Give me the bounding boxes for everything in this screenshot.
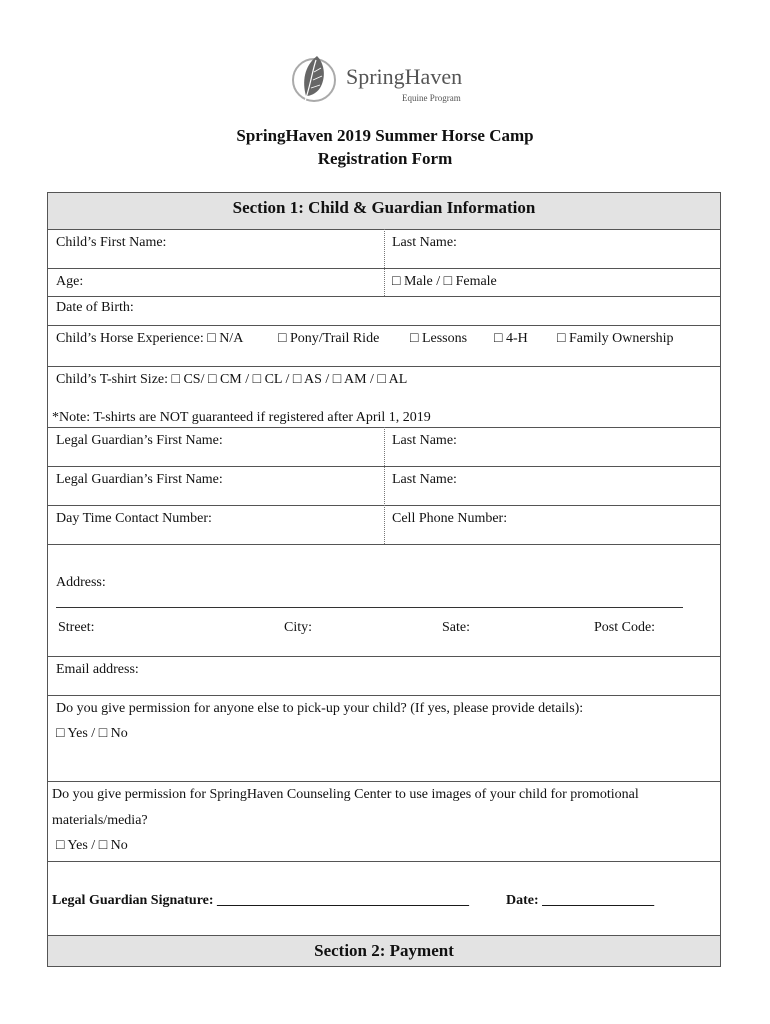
email-label: Email address: <box>56 662 139 677</box>
row-divider <box>48 695 720 696</box>
city-label: City: <box>284 620 313 635</box>
child-last-name-label: Last Name: <box>392 235 457 250</box>
row-divider <box>48 861 720 862</box>
logo-subtitle: Equine Program <box>402 93 461 103</box>
guardian1-last-name-label: Last Name: <box>392 433 457 448</box>
childs-first-name-label: Child’s First Name: <box>56 235 167 250</box>
date-of-birth-label: Date of Birth: <box>56 300 134 315</box>
row-divider <box>48 656 720 657</box>
cell-phone-label: Cell Phone Number: <box>392 511 508 526</box>
column-divider <box>384 229 385 296</box>
form-title: SpringHaven 2019 Summer Horse Camp <box>236 126 534 145</box>
address-line[interactable] <box>56 607 683 608</box>
images-question-line1: Do you give permission for SpringHaven Counseling Center to use images of your child for promotional <box>52 787 639 802</box>
logo-name: SpringHaven <box>346 64 463 89</box>
guardian1-first-name-label: Legal Guardian’s First Name: <box>56 433 223 448</box>
guardian2-last-name-label: Last Name: <box>392 472 457 487</box>
pickup-question: Do you give permission for anyone else to pick-up your child? (If yes, please provide details): <box>56 701 584 716</box>
row-divider <box>48 366 720 367</box>
daytime-contact-label: Day Time Contact Number: <box>56 511 212 526</box>
pickup-yes-no[interactable]: □ Yes / □ No <box>56 726 128 741</box>
tshirt-note: *Note: T-shirts are NOT guaranteed if registered after April 1, 2019 <box>52 410 431 425</box>
row-divider <box>48 781 720 782</box>
gender-checkboxes[interactable]: □ Male / □ Female <box>392 274 497 289</box>
registration-form <box>47 192 721 967</box>
post-code-label: Post Code: <box>594 620 656 635</box>
row-divider <box>48 544 720 545</box>
guardian2-first-name-label: Legal Guardian’s First Name: <box>56 472 223 487</box>
row-divider <box>48 325 720 326</box>
age-label: Age: <box>56 274 84 289</box>
horse-experience-label[interactable]: Child’s Horse Experience: □ N/A <box>56 331 244 346</box>
street-label: Street: <box>58 620 95 635</box>
leaf-icon <box>290 52 342 114</box>
column-divider <box>384 427 385 544</box>
experience-option-family[interactable]: □ Family Ownership <box>557 331 674 346</box>
address-label: Address: <box>56 575 106 590</box>
images-yes-no[interactable]: □ Yes / □ No <box>56 838 128 853</box>
signature-date-field[interactable]: Date: ________________ <box>506 893 655 908</box>
tshirt-size-options[interactable]: Child’s T-shirt Size: □ CS/ □ CM / □ CL / □ AS / □ AM / □ AL <box>56 372 408 387</box>
experience-option-4h[interactable]: □ 4-H <box>494 331 528 346</box>
row-divider <box>48 296 720 297</box>
state-label: Sate: <box>442 620 470 635</box>
images-question-line2: materials/media? <box>52 813 148 828</box>
guardian-signature-field[interactable]: Legal Guardian Signature: ____________________________________ <box>52 893 470 908</box>
springhaven-logo <box>290 52 490 114</box>
section2-header: Section 2: Payment <box>48 936 720 966</box>
section1-header: Section 1: Child & Guardian Information <box>48 193 720 229</box>
experience-option-pony-trail[interactable]: □ Pony/Trail Ride <box>278 331 380 346</box>
experience-option-lessons[interactable]: □ Lessons <box>410 331 468 346</box>
form-subtitle: Registration Form <box>317 149 453 168</box>
